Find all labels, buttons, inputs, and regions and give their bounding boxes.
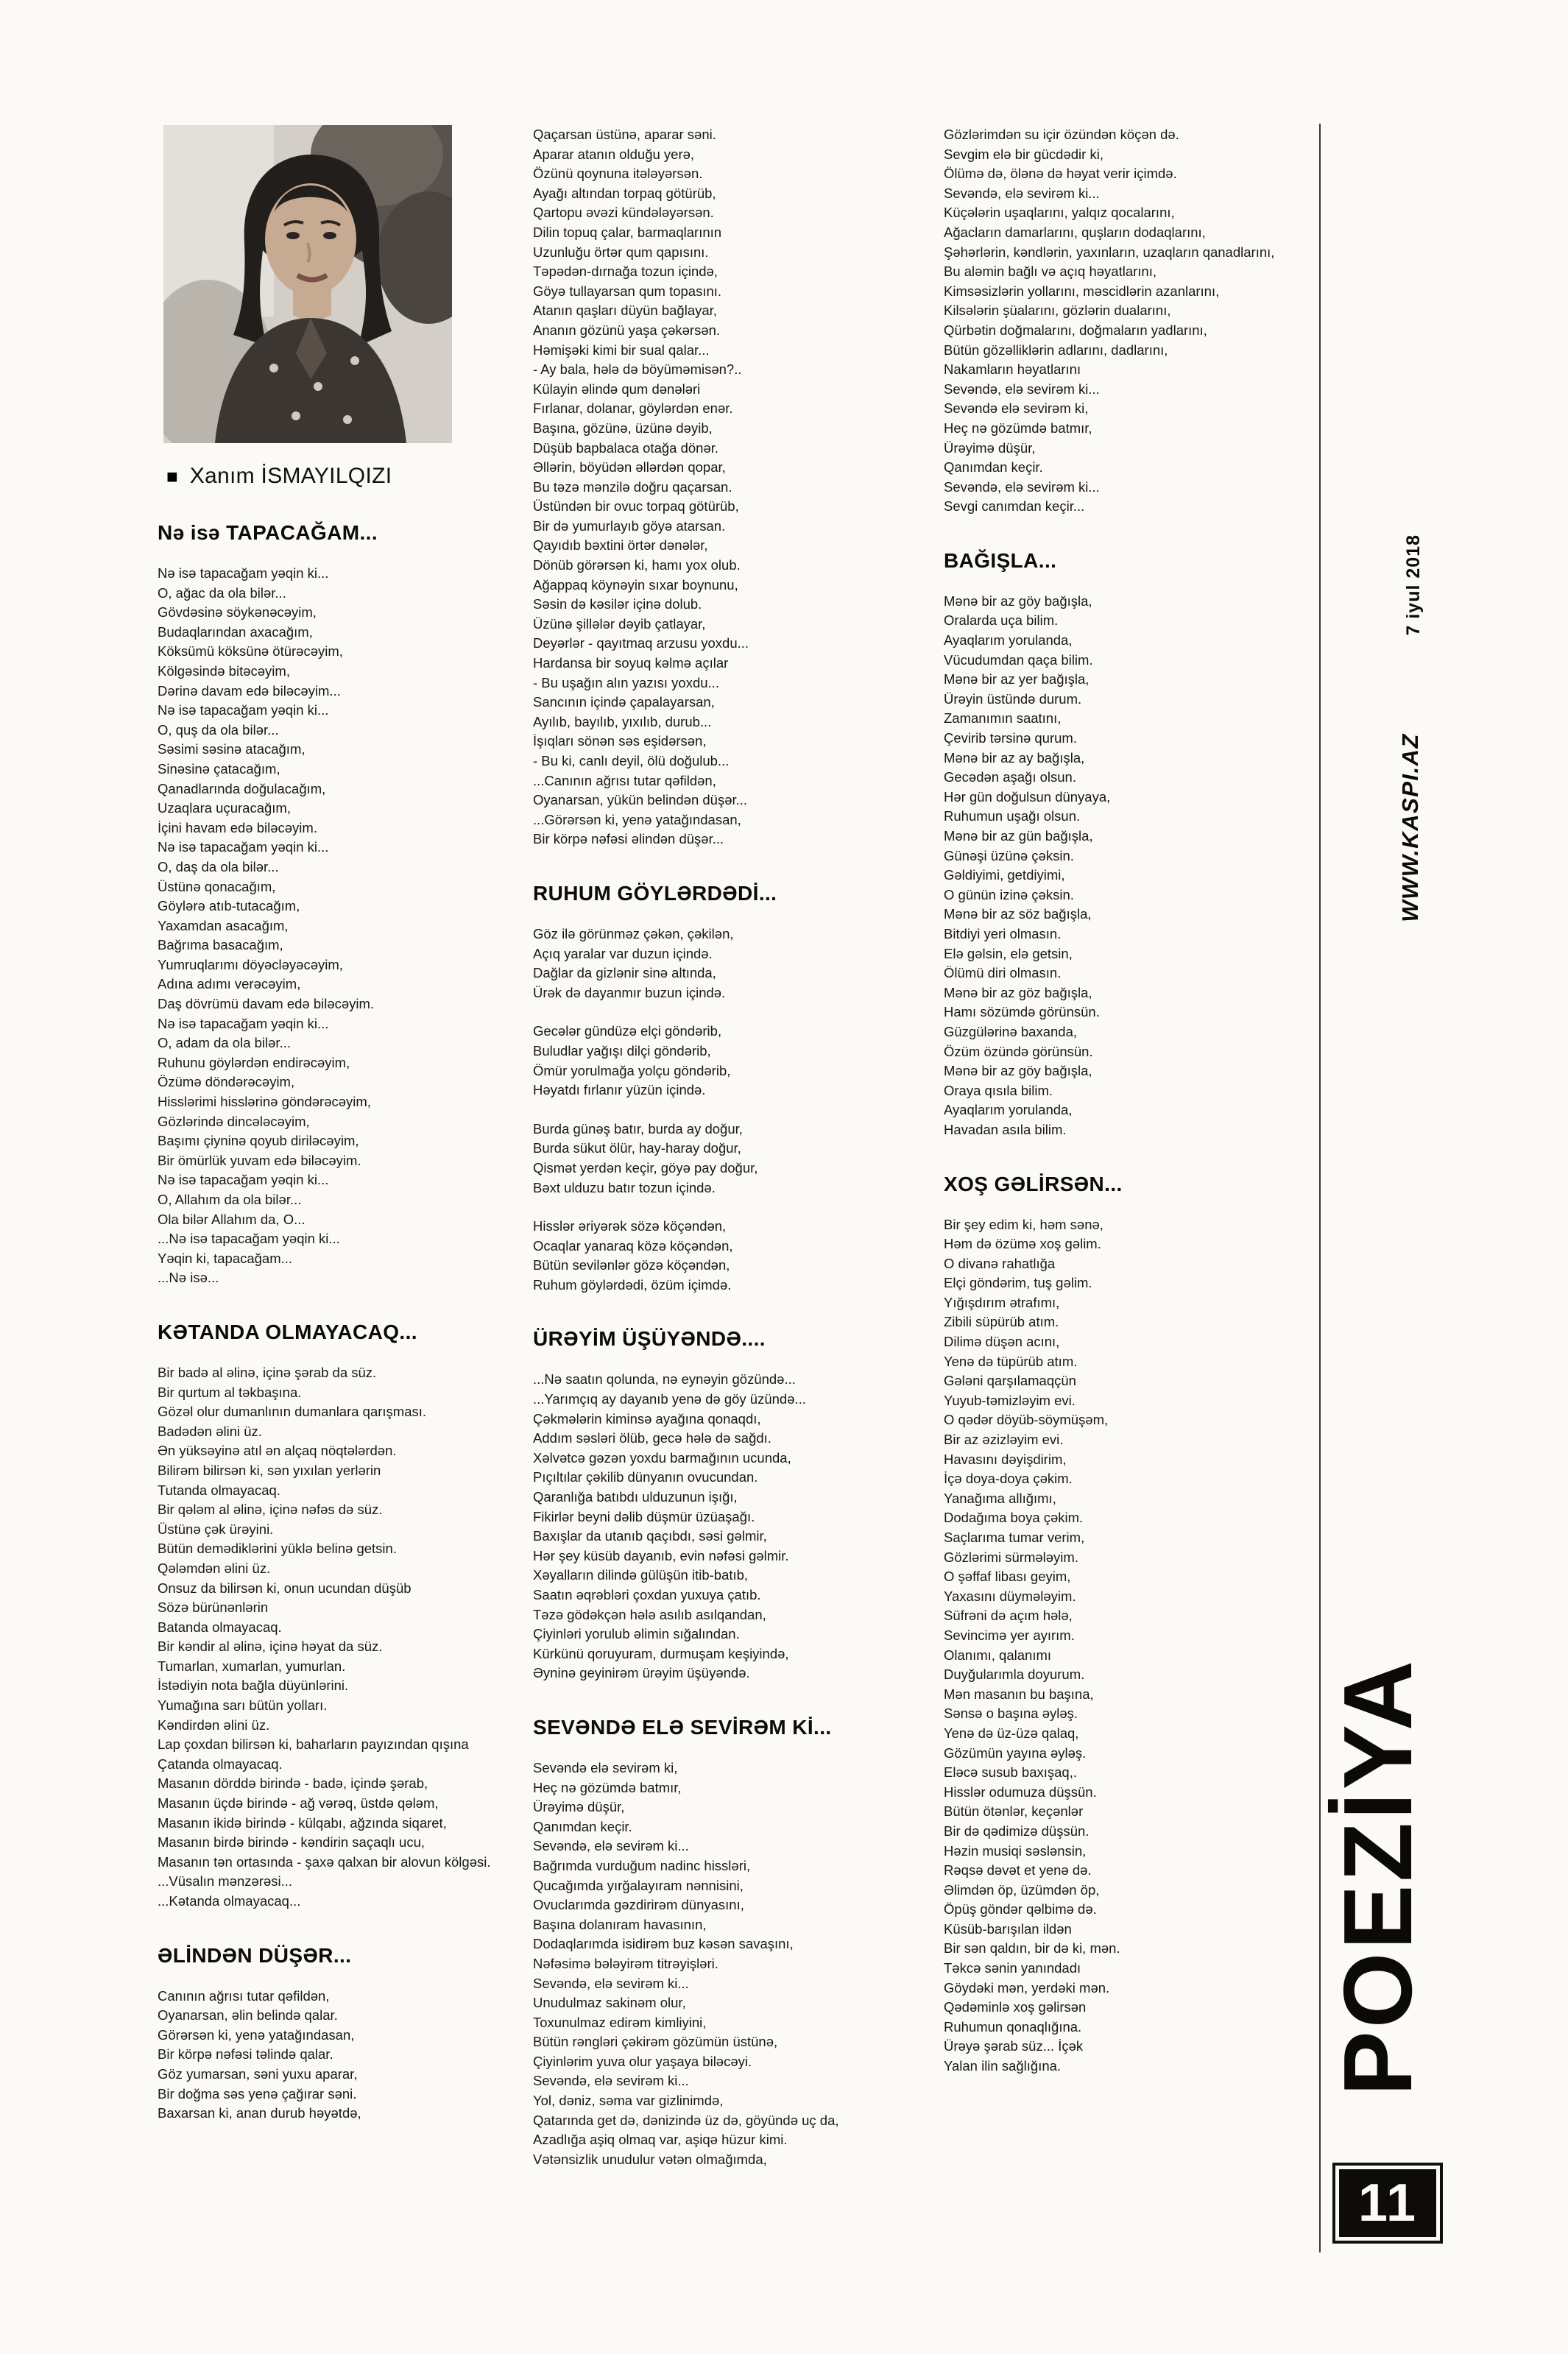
poem-line: Küçələrin uşaqlarını, yalqız qocalarını,	[944, 205, 1175, 221]
poem-line: Bütün demədiklərini yüklə belinə getsin.	[158, 1541, 397, 1557]
author-portrait-illustration	[163, 125, 452, 443]
poem-line: Yenə də tüpürüb atım.	[944, 1353, 1078, 1369]
poem-line: Qələmdən əlini üz.	[158, 1560, 271, 1576]
poem-line: - Bu ki, canlı deyil, ölü doğulub...	[533, 753, 730, 768]
poem-line: Sevgi canımdan keçir...	[944, 498, 1085, 515]
poem-line: Güzgülərinə baxanda,	[944, 1023, 1078, 1039]
poem-line: Buludlar yağışı dilçi göndərib,	[533, 1042, 711, 1058]
author-photo	[163, 125, 452, 443]
poem-line: Kölgəsində bitəcəyim,	[158, 662, 290, 679]
poem-line: Başımı çiyninə qoyub diriləcəyim,	[158, 1133, 359, 1149]
poem-line: Burda günəş batır, burda ay doğur,	[533, 1120, 743, 1137]
poem-line: Yalan ilin sağlığına.	[944, 2058, 1062, 2074]
poem-line: ...Görərsən ki, yenə yatağındasan,	[533, 811, 741, 827]
poem-line: Budaqlarından axacağım,	[158, 623, 313, 640]
poem-line: ...Yarımçıq ay dayanıb yenə də göy üzündə...	[533, 1391, 806, 1407]
poem-line: Hardansa bir soyuq kəlmə açılar	[533, 655, 729, 671]
poem-line: Həm də özümə xoş gəlim.	[944, 1236, 1101, 1252]
poem-line: Bitdiyi yeri olmasın.	[944, 925, 1062, 941]
poem-line: Ürəyimə düşür,	[533, 1799, 625, 1815]
poem-line: Heç nə gözümdə batmır,	[944, 420, 1092, 436]
poem-line: Yəqin ki, tapacağam...	[158, 1250, 293, 1266]
poem-line: Sevəndə, elə sevirəm ki...	[533, 2073, 689, 2089]
poem-line: Bir körpə nəfəsi əlindən düşər...	[533, 831, 724, 847]
page-date: 7 iyul 2018	[1403, 534, 1424, 636]
poem-line: Həyatdı fırlanır yüzün içində.	[533, 1082, 706, 1098]
poem-line: Bir qurtum al təkbaşına.	[158, 1384, 302, 1400]
poem-line: Bir doğma səs yenə çağırar səni.	[158, 2085, 357, 2102]
poem-line: Bir də qədimizə düşsün.	[944, 1823, 1090, 1839]
poem-line: Addım səsləri ölüb, gecə hələ də sağdı.	[533, 1430, 771, 1446]
poem-line: Ovuclarımda gəzdirirəm dünyasını,	[533, 1897, 744, 1913]
poem-line: Qədəminlə xoş gəlirsən	[944, 1999, 1087, 2015]
poem-line: Batanda olmayacaq.	[158, 1619, 282, 1635]
poem-line: O, adam da ola bilər...	[158, 1035, 291, 1051]
poem-line: Mənə bir az ay bağışla,	[944, 749, 1085, 766]
poem-line: Nəfəsimə bələyirəm titrəyişləri.	[533, 1955, 718, 1971]
poem-line: Oralarda uça bilim.	[944, 612, 1059, 629]
page-number-frame	[1332, 2163, 1443, 2244]
poem-line: Mənə bir az yer bağışla,	[944, 671, 1090, 688]
poem-line: Həmişəki kimi bir sual qalar...	[533, 342, 710, 358]
poem-stanza	[533, 1370, 912, 1683]
poem-line: - Bu uşağın alın yazısı yoxdu...	[533, 674, 719, 690]
poem-line: Çatanda olmayacaq.	[158, 1756, 283, 1772]
poem-line: Bir qələm al əlinə, içinə nəfəs də süz.	[158, 1502, 383, 1518]
section-title: POEZİYA	[1324, 1658, 1432, 2096]
poem-line: Bağrımda vurduğum nadinc hissləri,	[533, 1857, 751, 1873]
column-1-poems	[158, 521, 489, 2124]
poem-line: Bir ömürlük yuvam edə biləcəyim.	[158, 1152, 361, 1168]
column-2	[533, 125, 912, 2188]
poem-line: Sevəndə, elə sevirəm ki...	[944, 185, 1100, 201]
page-number: 11	[1339, 2169, 1436, 2237]
poem-title: BAĞIŞLA...	[944, 548, 1057, 572]
poem-line: Ruhumun uşağı olsun.	[944, 808, 1081, 824]
poem-line: Oyanarsan, əlin belində qalar.	[158, 2007, 338, 2023]
poem-line: Görərsən ki, yenə yatağındasan,	[158, 2026, 355, 2043]
poem-line: Sevəndə, elə sevirəm ki...	[533, 1975, 689, 1991]
poem-stanza	[158, 564, 489, 1288]
poem-line: Çiyinləri yorulub əlimin sığalından.	[533, 1626, 740, 1642]
poem-line: Ruhunu göylərdən endirəcəyim,	[158, 1054, 350, 1070]
poem-line: İçini havam edə biləcəyim.	[158, 819, 317, 835]
poem-line: Canının ağrısı tutar qəfildən,	[158, 1987, 330, 2004]
poem-line: O, ağac da ola bilər...	[158, 584, 286, 601]
poem-line: Həzin musiqi səslənsin,	[944, 1842, 1087, 1859]
poem-line: Unudulmaz sakinəm olur,	[533, 1995, 686, 2011]
poem-line: Ölümə də, ölənə də həyat verir içimdə.	[944, 166, 1177, 182]
poem-line: Kimsəsizlərin yollarını, məscidlərin azanlarını,	[944, 283, 1220, 299]
poem-line: Ayaqlarım yorulanda,	[944, 632, 1073, 648]
poem-line: Mənə bir az söz bağışla,	[944, 906, 1092, 922]
poem-line: Bağrıma basacağım,	[158, 937, 283, 953]
poem-line: Özüm özündə görünsün.	[944, 1043, 1093, 1059]
poem-title: KƏTANDA OLMAYACAQ...	[158, 1320, 417, 1343]
poem-title: ÜRƏYİM ÜŞÜYƏNDƏ....	[533, 1327, 766, 1351]
poem-line: Ürəyimə düşür,	[944, 439, 1036, 456]
poem-line: Gözlərimdən su içir özündən köçən də.	[944, 127, 1179, 142]
poem-line: Sevəndə elə sevirəm ki,	[944, 400, 1089, 417]
poem-line: O şəffaf libası geyim,	[944, 1569, 1071, 1585]
poem-line: Dilimə düşən acını,	[944, 1334, 1060, 1350]
poem-line: Saçlarıma tumar verim,	[944, 1530, 1085, 1545]
poem-line: Fırlanar, dolanar, göylərdən enər.	[533, 400, 733, 417]
poem-line: Ürəyə şərab süz... İçək	[944, 2038, 1084, 2054]
poem-line: Ruhumun qonaqlığına.	[944, 2018, 1082, 2035]
poem-line: Bir badə al əlinə, içinə şərab da süz.	[158, 1364, 377, 1380]
poem-line: Hisslər odumuza düşsün.	[944, 1784, 1097, 1800]
poem-line: Zamanımın saatını,	[944, 710, 1062, 727]
poem-title: ƏLİNDƏN DÜŞƏR...	[158, 1943, 352, 1967]
poem-line: Nə isə tapacağam yəqin ki...	[158, 1015, 329, 1031]
poem-line: Qatarında get də, dənizində üz də, göyündə uç da,	[533, 2112, 839, 2128]
poem-line: Hər şey küsüb dayanıb, evin nəfəsi gəlmir.	[533, 1547, 789, 1563]
poem-line: Duyğularımla doyurum.	[944, 1666, 1085, 1683]
poem-line: Bir sən qaldın, bir də ki, mən.	[944, 1940, 1120, 1957]
poem-line: Külayin əlində qum dənələri	[533, 381, 701, 397]
poem-line: Ağappaq köynəyin sıxar boynunu,	[533, 576, 738, 593]
poem-line: Yanağıma allığımı,	[944, 1490, 1056, 1506]
poem-line: ...Kətanda olmayacaq...	[158, 1893, 301, 1909]
poem-line: Qucağımda yırğalayıram nənnisini,	[533, 1877, 744, 1893]
poem-line: Dağlar da gizlənir sinə altında,	[533, 965, 716, 981]
poem-line: Eləcə susub baxışaq,.	[944, 1764, 1077, 1781]
poem-line: Açıq yaralar var duzun içində.	[533, 945, 713, 961]
poem-line: Əlimdən öp, üzümdən öp,	[944, 1881, 1100, 1898]
poem-line: Bütün ötənlər, keçənlər	[944, 1803, 1084, 1820]
poem-line: Ananın gözünü yaşa çəkərsən.	[533, 322, 721, 338]
poem-line: Ocaqlar yanaraq közə köçəndən,	[533, 1237, 733, 1254]
poem-line: Yumruqlarımı döyəcləyəcəyim,	[158, 956, 343, 972]
poem-line: Qaranlığa batıbdı ulduzunun işığı,	[533, 1489, 738, 1505]
poem-line: ...Nə isə tapacağam yəqin ki...	[158, 1231, 340, 1247]
poem-line: Düşüb bapbalaca otağa dönər.	[533, 439, 719, 456]
poem-line: Bir az əzizləyim evi.	[944, 1432, 1064, 1448]
poem-line: Deyərlər - qayıtmaq arzusu yoxdu...	[533, 635, 749, 651]
poem-line: Fikirlər beyni dəlib düşmür üzüaşağı.	[533, 1508, 755, 1524]
poem-line: Sancının içində çapalayarsan,	[533, 694, 715, 710]
poem-line: İstədiyin nota bağla düyünlərini.	[158, 1678, 349, 1694]
poem-line: Bir kəndir al əlinə, içinə həyat da süz.	[158, 1639, 383, 1655]
poem-line: Masanın üçdə birində - ağ vərəq, üstdə qələm,	[158, 1795, 439, 1812]
poem-line: Kürkünü qoruyuram, durmuşam keşiyində,	[533, 1645, 789, 1661]
poem-line: Sevəndə, elə sevirəm ki...	[533, 1838, 689, 1854]
poem-line: O qədər döyüb-söymüşəm,	[944, 1412, 1109, 1428]
poem-line: Vücudumdan qaça bilim.	[944, 651, 1093, 668]
poem-line: Pıçıltılar çəkilib dünyanın ovucundan.	[533, 1469, 758, 1485]
poem-line: Badədən əlini üz.	[158, 1423, 262, 1439]
poem-line: Sözə bürünənlərin	[158, 1600, 269, 1616]
poem-line: Səsimi səsinə atacağım,	[158, 741, 306, 757]
poem-line: Göz ilə görünməz çəkən, çəkilən,	[533, 925, 734, 941]
poem-line: Yaxamdan asacağım,	[158, 917, 289, 933]
poem-line: Nə isə tapacağam yəqin ki...	[158, 839, 329, 855]
poem-line: Təkcə sənin yanındadı	[944, 1960, 1081, 1976]
poem-line: Göyə tullayarsan qum topasını.	[533, 283, 722, 299]
poem-line: Göylərə atıb-tutacağım,	[158, 898, 300, 914]
poem-line: Saatın əqrəbləri çoxdan yuxuya çatıb.	[533, 1587, 761, 1602]
poem-line: Nə isə tapacağam yəqin ki...	[158, 1172, 329, 1188]
poem-line: Elçi göndərim, tuş gəlim.	[944, 1275, 1092, 1291]
poem-line: Küsüb-barışılan ildən	[944, 1920, 1072, 1937]
poem-line: Bütün gözəlliklərin adlarını, dadlarını,	[944, 342, 1168, 358]
poem-line: Bəxt ulduzu batır tozun içində.	[533, 1179, 716, 1195]
poem-line: Atanın qaşları düyün bağlayar,	[533, 303, 717, 319]
poem-line: Ürək də dayanmır buzun içində.	[533, 984, 726, 1000]
poem-line: Mənə bir az göy bağışla,	[944, 1063, 1092, 1079]
poem-line: Gəldiyimi, getdiyimi,	[944, 867, 1065, 883]
poem-line: Onsuz da bilirsən ki, onun ucundan düşüb	[158, 1580, 412, 1596]
poem-line: Mənə bir az gün bağışla,	[944, 828, 1093, 844]
poem-line: Masanın dörddə birində - badə, içində şərab,	[158, 1775, 428, 1792]
poem-line: Yol, dəniz, səma var gizlinimdə,	[533, 2093, 724, 2109]
poem-line: Qanımdan keçir.	[533, 1818, 632, 1834]
poem-line: Qürbətin doğmalarını, doğmaların yadlarını,	[944, 322, 1207, 338]
poem-line: Gözümün yayına əyləş.	[944, 1745, 1087, 1761]
poem-line: Öpüş göndər qəlbimə də.	[944, 1901, 1097, 1918]
poem-line: Xəyalların dilində gülüşün itib-batıb,	[533, 1567, 749, 1583]
poem-stanza	[533, 1120, 912, 1198]
poem-line: Adına adımı verəcəyim,	[158, 976, 301, 992]
poem-line: Lap çoxdan bilirsən ki, baharların payızından qışına	[158, 1736, 469, 1753]
poem-stanza	[944, 1215, 1316, 2076]
poem-line: Hisslərimi hisslərinə göndərəcəyim,	[158, 1094, 371, 1110]
poem-stanza	[533, 1217, 912, 1295]
poem-line: Sevgim elə bir gücdədir ki,	[944, 146, 1103, 162]
poem-line: Ayağı altından torpaq götürüb,	[533, 185, 716, 201]
poem-line: Hər gün doğulsun dünyaya,	[944, 788, 1111, 805]
poem-line: Çəkmələrin kiminsə ayağına qonaqdı,	[533, 1410, 761, 1427]
poem-line: Qismət yerdən keçir, göyə pay doğur,	[533, 1159, 758, 1176]
poem-line: Gecədən aşağı olsun.	[944, 769, 1076, 785]
poem-line: Üzünə şillələr dəyib çatlayar,	[533, 615, 706, 632]
poem-line: O günün izinə çəksin.	[944, 886, 1074, 902]
byline	[166, 464, 489, 489]
poem-line: Başına dolanıram havasının,	[533, 1916, 707, 1932]
poem-line: Havadan asıla bilim.	[944, 1121, 1067, 1137]
poem-line: Sevəndə, elə sevirəm ki...	[944, 381, 1100, 397]
column-3-poems	[944, 125, 1316, 2076]
poem-stanza	[944, 592, 1316, 1140]
poem-line: Gözəl olur dumanlının dumanlara qarışması.	[158, 1404, 427, 1420]
poem-line: Rəqsə dəvət et yenə də.	[944, 1862, 1092, 1878]
poem-line: Gözlərində dincələcəyim,	[158, 1113, 310, 1129]
poem-line: Oyanarsan, yükün belindən düşər...	[533, 792, 748, 808]
poem-line: Dodaqlarımda isidirəm buz kəsən savaşını,	[533, 1936, 794, 1952]
poem-line: İşıqları sönən səs eşidərsən,	[533, 733, 707, 749]
poem-line: Hisslər əriyərək sözə köçəndən,	[533, 1218, 727, 1234]
poem-line: Bir şey edim ki, həm sənə,	[944, 1216, 1103, 1232]
poem-line: Özümə döndərəcəyim,	[158, 1074, 295, 1090]
poem-line: Tumarlan, xumarlan, yumurlan.	[158, 1658, 346, 1674]
column-2-poems	[533, 125, 912, 2169]
poem-line: Heç nə gözümdə batmır,	[533, 1779, 682, 1795]
poem-line: Aparar atanın olduğu yerə,	[533, 146, 695, 162]
poem-line: Çevirib tərsinə qurum.	[944, 730, 1077, 746]
poem-line: Başına, gözünə, üzünə dəyib,	[533, 420, 713, 436]
poem-line: Bütün sevilənlər gözə köçəndən,	[533, 1257, 730, 1273]
poem-line: ...Nə saatın qolunda, nə eynəyin gözündə...	[533, 1371, 796, 1388]
poem-line: Ruhum göylərdədi, özüm içimdə.	[533, 1276, 732, 1293]
poem-line: Təzə gödəkçən hələ asılıb asılqandan,	[533, 1606, 766, 1622]
poem-line: Təpədən-dırnağa tozun içində,	[533, 264, 718, 280]
poem-stanza	[158, 1987, 489, 2124]
poem-line: Sevincimə yer ayırım.	[944, 1627, 1075, 1643]
poem-line: ...Canının ağrısı tutar qəfildən,	[533, 772, 716, 788]
poem-line: Hamı sözümdə görünsün.	[944, 1004, 1100, 1020]
poem-line: Günəşi üzünə çəksin.	[944, 847, 1074, 863]
poem-line: O divanə rahatlığa	[944, 1255, 1056, 1271]
poem-line: Mənə bir az göz bağışla,	[944, 984, 1092, 1000]
poem-stanza	[533, 925, 912, 1003]
poem-line: Oraya qısıla bilim.	[944, 1082, 1053, 1098]
poem-line: Əyninə geyinirəm ürəyim üşüyəndə.	[533, 1665, 750, 1681]
column-3	[944, 125, 1316, 2096]
poem-line: Yaxasını düymələyim.	[944, 1588, 1076, 1604]
poem-line: İçə doya-doya çəkim.	[944, 1471, 1073, 1487]
poem-line: Süfrəni də açım hələ,	[944, 1608, 1073, 1624]
poem-line: Dərinə davam edə biləcəyim...	[158, 682, 341, 699]
poem-line: Masanın tən ortasında - şaxə qalxan bir alovun kölgəsi.	[158, 1853, 491, 1870]
poem-line: Ağacların damarlarını, quşların dodaqlarını,	[944, 224, 1206, 240]
poem-line: Uzaqlara uçuracağım,	[158, 800, 291, 816]
poem-line: Bu aləmin bağlı və açıq həyatlarını,	[944, 264, 1156, 280]
poem-line: Sevəndə elə sevirəm ki,	[533, 1759, 678, 1775]
poem-line: Azadlığa aşiq olmaq var, aşiqə hüzur kimi.	[533, 2132, 788, 2148]
poem-line: Ola bilər Allahım da, O...	[158, 1211, 306, 1227]
poem-line: Elə gəlsin, elə getsin,	[944, 945, 1073, 961]
poem-line: Nakamların həyatlarını	[944, 361, 1081, 378]
poem-line: Sinəsinə çatacağım,	[158, 760, 280, 777]
poem-line: Bir körpə nəfəsi təlində qalar.	[158, 2046, 333, 2063]
poem-line: Xəlvətcə gəzən yoxdu barmağının ucunda,	[533, 1449, 791, 1466]
poem-line: Qartopu əvəzi kündələyərsən.	[533, 205, 714, 221]
poem-line: Burda sükut ölür, hay-haray doğur,	[533, 1140, 741, 1156]
poem-line: Gecələr gündüzə elçi göndərib,	[533, 1023, 722, 1039]
poem-line: Yuyub-təmizləyim evi.	[944, 1392, 1076, 1408]
poem-line: Üstündən bir ovuc torpaq götürüb,	[533, 498, 739, 515]
author-name: Xanım İSMAYILQIZI	[189, 464, 392, 488]
poem-line: Dönüb görərsən ki, hamı yox olub.	[533, 557, 741, 573]
poem-line: Mən masanın bu başına,	[944, 1686, 1094, 1702]
poem-line: Üstünə qonacağım,	[158, 878, 276, 894]
poem-line: Nə isə tapacağam yəqin ki...	[158, 702, 329, 718]
poem-stanza	[944, 125, 1316, 517]
poem-line: Daş dövrümü davam edə biləcəyim.	[158, 996, 375, 1012]
poem-line: Gövdəsinə söykənəcəyim,	[158, 604, 317, 621]
poem-line: Qayıdıb bəxtini örtər dənələr,	[533, 537, 708, 554]
poem-title: SEVƏNDƏ ELƏ SEVİRƏM Kİ...	[533, 1715, 832, 1739]
poem-line: Ürəyin üstündə durum.	[944, 690, 1082, 707]
poem-line: Nə isə tapacağam yəqin ki...	[158, 565, 329, 581]
poem-line: ...Vüsalın mənzərəsi...	[158, 1873, 293, 1890]
poem-stanza	[533, 1022, 912, 1100]
poem-line: O, Allahım da ola bilər...	[158, 1192, 302, 1207]
poem-title: RUHUM GÖYLƏRDƏDİ...	[533, 881, 777, 905]
poem-line: Bu təzə mənzilə doğru qaçarsan.	[533, 478, 732, 495]
poem-line: Şəhərlərin, kəndlərin, yaxınların, uzaqların qanadlarını,	[944, 244, 1275, 260]
poem-line: Göydəki mən, yerdəki mən.	[944, 1979, 1110, 1996]
poem-line: Kəndirdən əlini üz.	[158, 1717, 270, 1733]
poem-title: XOŞ GƏLİRSƏN...	[944, 1172, 1123, 1195]
poem-line: Yumağına sarı bütün yolları.	[158, 1697, 328, 1714]
poem-line: ...Nə isə...	[158, 1270, 219, 1286]
poem-line: Masanın ikidə birində - külqabı, ağzında siqaret,	[158, 1814, 447, 1831]
poem-line: Özünü qoynuna itələyərsən.	[533, 166, 703, 182]
poem-line: - Ay bala, hələ də böyüməmisən?..	[533, 361, 742, 378]
poem-line: Masanın birdə birində - kəndirin saçaqlı ucu,	[158, 1834, 425, 1851]
poem-line: Uzunluğu örtər qum qapısını.	[533, 244, 709, 260]
poem-line: O, daş da ola bilər...	[158, 858, 279, 874]
poem-line: Baxarsan ki, anan durub həyətdə,	[158, 2105, 361, 2121]
poem-line: Köksümü köksünə ötürəcəyim,	[158, 643, 343, 660]
poem-line: Sənsə o başına əyləş.	[944, 1706, 1078, 1722]
poem-title: Nə isə TAPACAĞAM...	[158, 521, 378, 544]
poem-line: Çiyinlərim yuva olur yaşaya biləcəyi.	[533, 2053, 752, 2069]
poem-line: Gözlərimi sürmələyim.	[944, 1549, 1078, 1565]
poem-line: Səsin də kəsilər içinə dolub.	[533, 596, 702, 612]
poem-stanza	[533, 125, 912, 849]
poem-line: Qanımdan keçir.	[944, 459, 1043, 476]
poem-line: Dodağıma boya çəkim.	[944, 1510, 1084, 1526]
poem-line: Ölümü diri olmasın.	[944, 965, 1062, 981]
poem-line: Bilirəm bilirsən ki, sən yıxılan yerlərin	[158, 1462, 381, 1478]
column-divider	[1319, 124, 1321, 2252]
website-url: WWW.KASPI.AZ	[1397, 733, 1423, 922]
poem-line: Toxunulmaz edirəm kimliyini,	[533, 2014, 707, 2030]
poem-line: Qaçarsan üstünə, aparar səni.	[533, 127, 716, 142]
poem-line: Üstünə çək ürəyini.	[158, 1521, 274, 1537]
poem-line: Ayaqlarım yorulanda,	[944, 1102, 1073, 1118]
poem-line: Ayılıb, bayılıb, yıxılıb, durub...	[533, 713, 712, 729]
poem-line: O, quş da ola bilər...	[158, 721, 279, 738]
poem-line: Bütün rəngləri çəkirəm gözümün üstünə,	[533, 2034, 778, 2050]
poem-line: Kilsələrin şüalarını, gözlərin dualarını,	[944, 303, 1171, 319]
poem-line: Bir də yumurlayıb göyə atarsan.	[533, 517, 726, 534]
poem-line: Baxışlar da utanıb qaçıbdı, səsi gəlmir,	[533, 1528, 767, 1544]
poem-line: Yenə də üz-üzə qalaq,	[944, 1725, 1079, 1741]
poem-line: Vətənsizlik unudulur vətən olmağımda,	[533, 2151, 767, 2167]
byline-bullet-icon: ■	[166, 465, 178, 487]
poem-line: Qanadlarında doğulacağım,	[158, 780, 326, 796]
poem-line: Olanımı, qalanımı	[944, 1647, 1052, 1663]
poem-line: Göz yumarsan, səni yuxu aparar,	[158, 2065, 358, 2082]
poem-line: Dilin topuq çalar, barmaqlarının	[533, 224, 722, 240]
poem-line: Havasını dəyişdirim,	[944, 1451, 1067, 1467]
poem-line: Zibili süpürüb atım.	[944, 1314, 1059, 1330]
poem-line: Gələni qarşılamaqçün	[944, 1373, 1076, 1389]
poem-line: Sevəndə, elə sevirəm ki...	[944, 478, 1100, 495]
poem-line: Tutanda olmayacaq.	[158, 1482, 280, 1498]
poem-line: Əllərin, böyüdən əllərdən qopar,	[533, 459, 726, 476]
poem-line: Mənə bir az göy bağışla,	[944, 593, 1092, 609]
poem-stanza	[158, 1363, 489, 1912]
poem-line: Ən yüksəyinə atıl ən alçaq nöqtələrdən.	[158, 1443, 397, 1459]
column-1	[158, 125, 489, 2143]
poem-line: Ömür yorulmağa yolçu göndərib,	[533, 1062, 731, 1078]
poem-stanza	[533, 1759, 912, 2169]
poem-line: Yığışdırım ətrafımı,	[944, 1294, 1060, 1310]
